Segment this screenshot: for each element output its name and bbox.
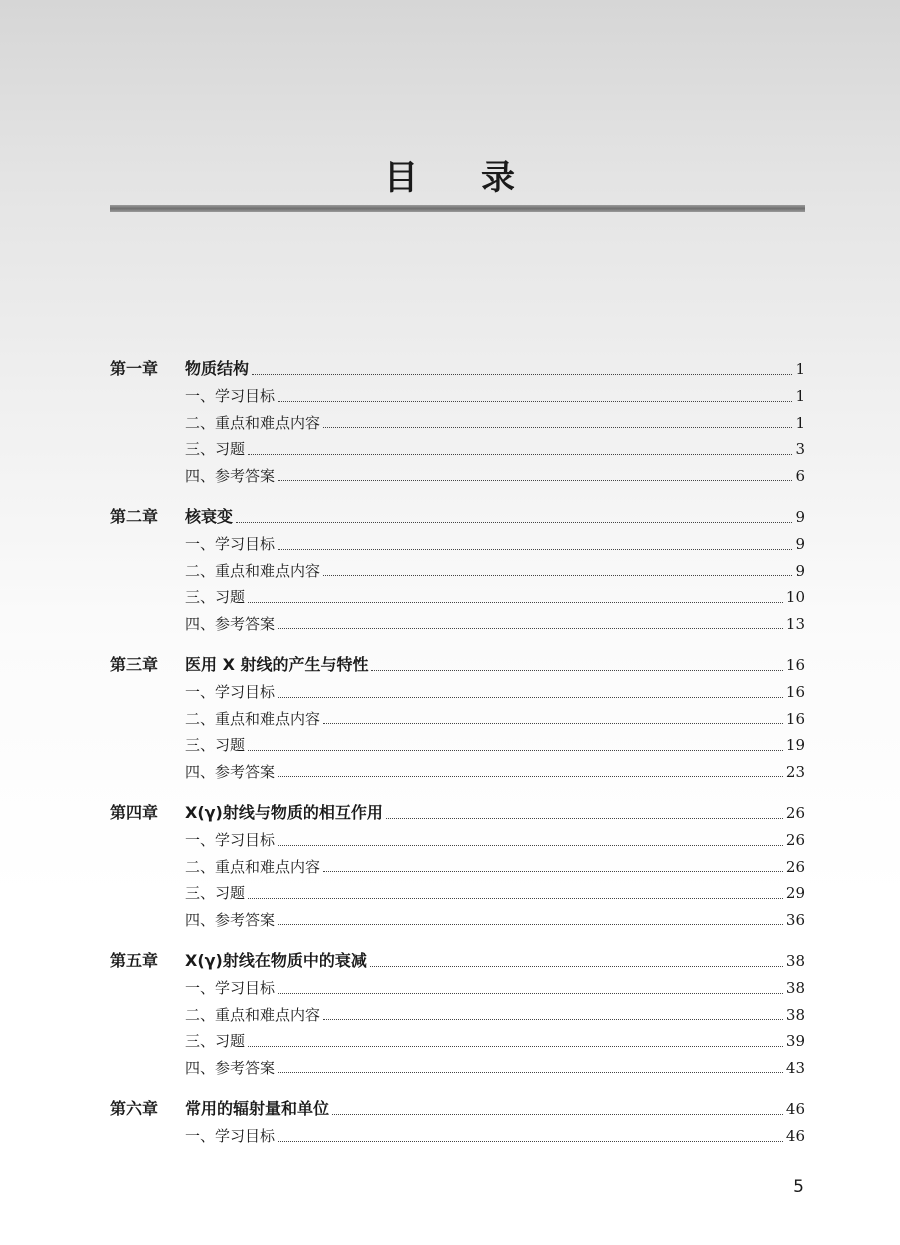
toc-chapter-row[interactable] [110, 1095, 805, 1123]
toc-section-row[interactable] [110, 611, 805, 638]
chapter-title: X(γ)射线与物质的相互作用 [185, 803, 383, 822]
section-label: 二、重点和难点内容 [185, 709, 321, 728]
leader-dots [278, 1141, 783, 1142]
toc-chapter [110, 651, 805, 785]
section-label: 三、习题 [185, 588, 246, 606]
leader-dots [248, 750, 783, 751]
toc-section-row[interactable] [110, 383, 805, 410]
leader-dots [323, 427, 792, 428]
chapter-number: 第五章 [110, 951, 159, 970]
leader-dots [278, 776, 783, 777]
toc-chapter-row[interactable] [110, 651, 805, 679]
toc-section-row[interactable] [110, 1055, 805, 1082]
section-label: 三、习题 [185, 440, 246, 458]
toc-section-row[interactable] [110, 558, 805, 585]
leader-dots [248, 602, 783, 603]
section-label: 四、参考答案 [185, 762, 276, 781]
page-title [0, 150, 900, 199]
toc-chapter-row[interactable] [110, 355, 805, 383]
toc-section-row[interactable] [110, 975, 805, 1002]
leader-dots [252, 374, 792, 375]
toc-chapter [110, 355, 805, 489]
leader-dots [278, 480, 792, 481]
toc-section-row[interactable] [110, 1028, 805, 1055]
page-number: 29 [785, 884, 805, 902]
page-number: 9 [795, 535, 805, 553]
section-label: 三、习题 [185, 884, 246, 902]
chapter-number: 第三章 [110, 655, 159, 674]
toc-chapter-row[interactable] [110, 947, 805, 975]
page-number: 9 [795, 508, 805, 526]
leader-dots [248, 1046, 783, 1047]
toc-chapter [110, 799, 805, 933]
page-number: 43 [785, 1058, 805, 1077]
toc-chapter [110, 947, 805, 1081]
page-number: 9 [795, 561, 805, 580]
leader-dots [386, 818, 783, 819]
page-number: 26 [785, 831, 805, 849]
chapter-number: 第四章 [110, 803, 159, 822]
leader-dots [248, 454, 792, 455]
toc-section-row[interactable] [110, 1123, 805, 1150]
title-rule [110, 205, 805, 212]
toc-section-row[interactable] [110, 854, 805, 881]
toc-section-row[interactable] [110, 827, 805, 854]
chapter-title: 核衰变 [185, 507, 234, 526]
section-label: 一、学习目标 [185, 387, 276, 405]
toc-section-row[interactable] [110, 679, 805, 706]
toc-chapter-row[interactable] [110, 799, 805, 827]
page-number: 36 [785, 910, 805, 929]
table-of-contents [110, 355, 805, 1164]
chapter-number: 第六章 [110, 1099, 159, 1118]
page-number: 16 [785, 656, 805, 674]
page-number: 19 [785, 736, 805, 754]
leader-dots [323, 871, 783, 872]
footer-page-number: 5 [793, 1177, 804, 1197]
page-number: 1 [795, 387, 805, 405]
leader-dots [323, 575, 792, 576]
leader-dots [278, 697, 783, 698]
section-label: 一、学习目标 [185, 535, 276, 553]
leader-dots [248, 898, 783, 899]
leader-dots [278, 993, 783, 994]
page-number: 13 [785, 614, 805, 633]
chapter-number: 第二章 [110, 507, 159, 526]
chapter-title: X(γ)射线在物质中的衰减 [185, 951, 367, 970]
leader-dots [370, 966, 783, 967]
leader-dots [278, 628, 783, 629]
leader-dots [278, 401, 792, 402]
section-label: 四、参考答案 [185, 466, 276, 485]
leader-dots [278, 924, 783, 925]
title-char-left: 目 [384, 158, 419, 198]
chapter-title: 物质结构 [185, 359, 250, 378]
toc-chapter [110, 503, 805, 637]
chapter-title: 常用的辐射量和单位 [185, 1099, 330, 1118]
page-number: 46 [785, 1127, 805, 1145]
page-number: 39 [785, 1032, 805, 1050]
toc-section-row[interactable] [110, 531, 805, 558]
page-number: 3 [795, 440, 805, 458]
leader-dots [236, 522, 792, 523]
page-number: 26 [785, 804, 805, 822]
page-number: 38 [785, 1005, 805, 1024]
leader-dots [371, 670, 782, 671]
toc-section-row[interactable] [110, 584, 805, 611]
section-label: 二、重点和难点内容 [185, 857, 321, 876]
toc-section-row[interactable] [110, 880, 805, 907]
leader-dots [278, 1072, 783, 1073]
section-label: 一、学习目标 [185, 683, 276, 701]
toc-section-row[interactable] [110, 410, 805, 437]
section-label: 三、习题 [185, 1032, 246, 1050]
toc-section-row[interactable] [110, 436, 805, 463]
page-number: 16 [785, 709, 805, 728]
page-number: 6 [795, 466, 805, 485]
leader-dots [278, 549, 792, 550]
chapter-title: 医用 X 射线的产生与特性 [185, 655, 369, 674]
section-label: 四、参考答案 [185, 910, 276, 929]
title-char-right: 录 [481, 158, 516, 198]
section-label: 四、参考答案 [185, 614, 276, 633]
section-label: 二、重点和难点内容 [185, 561, 321, 580]
leader-dots [323, 723, 783, 724]
section-label: 二、重点和难点内容 [185, 413, 321, 432]
toc-chapter [110, 1095, 805, 1150]
page-number: 46 [785, 1100, 805, 1118]
section-label: 三、习题 [185, 736, 246, 754]
chapter-number: 第一章 [110, 359, 159, 378]
section-label: 二、重点和难点内容 [185, 1005, 321, 1024]
page-number: 10 [785, 588, 805, 606]
section-label: 一、学习目标 [185, 831, 276, 849]
page-number: 23 [785, 762, 805, 781]
section-label: 四、参考答案 [185, 1058, 276, 1077]
page-number: 38 [785, 979, 805, 997]
page-number: 26 [785, 857, 805, 876]
toc-section-row[interactable] [110, 732, 805, 759]
leader-dots [332, 1114, 783, 1115]
page-number: 16 [785, 683, 805, 701]
leader-dots [278, 845, 783, 846]
toc-section-row[interactable] [110, 1002, 805, 1029]
toc-section-row[interactable] [110, 759, 805, 786]
toc-section-row[interactable] [110, 463, 805, 490]
toc-chapter-row[interactable] [110, 503, 805, 531]
page-number: 1 [795, 360, 805, 378]
toc-section-row[interactable] [110, 706, 805, 733]
section-label: 一、学习目标 [185, 1127, 276, 1145]
leader-dots [323, 1019, 783, 1020]
page-number: 38 [785, 952, 805, 970]
section-label: 一、学习目标 [185, 979, 276, 997]
page-number: 1 [795, 413, 805, 432]
toc-section-row[interactable] [110, 907, 805, 934]
